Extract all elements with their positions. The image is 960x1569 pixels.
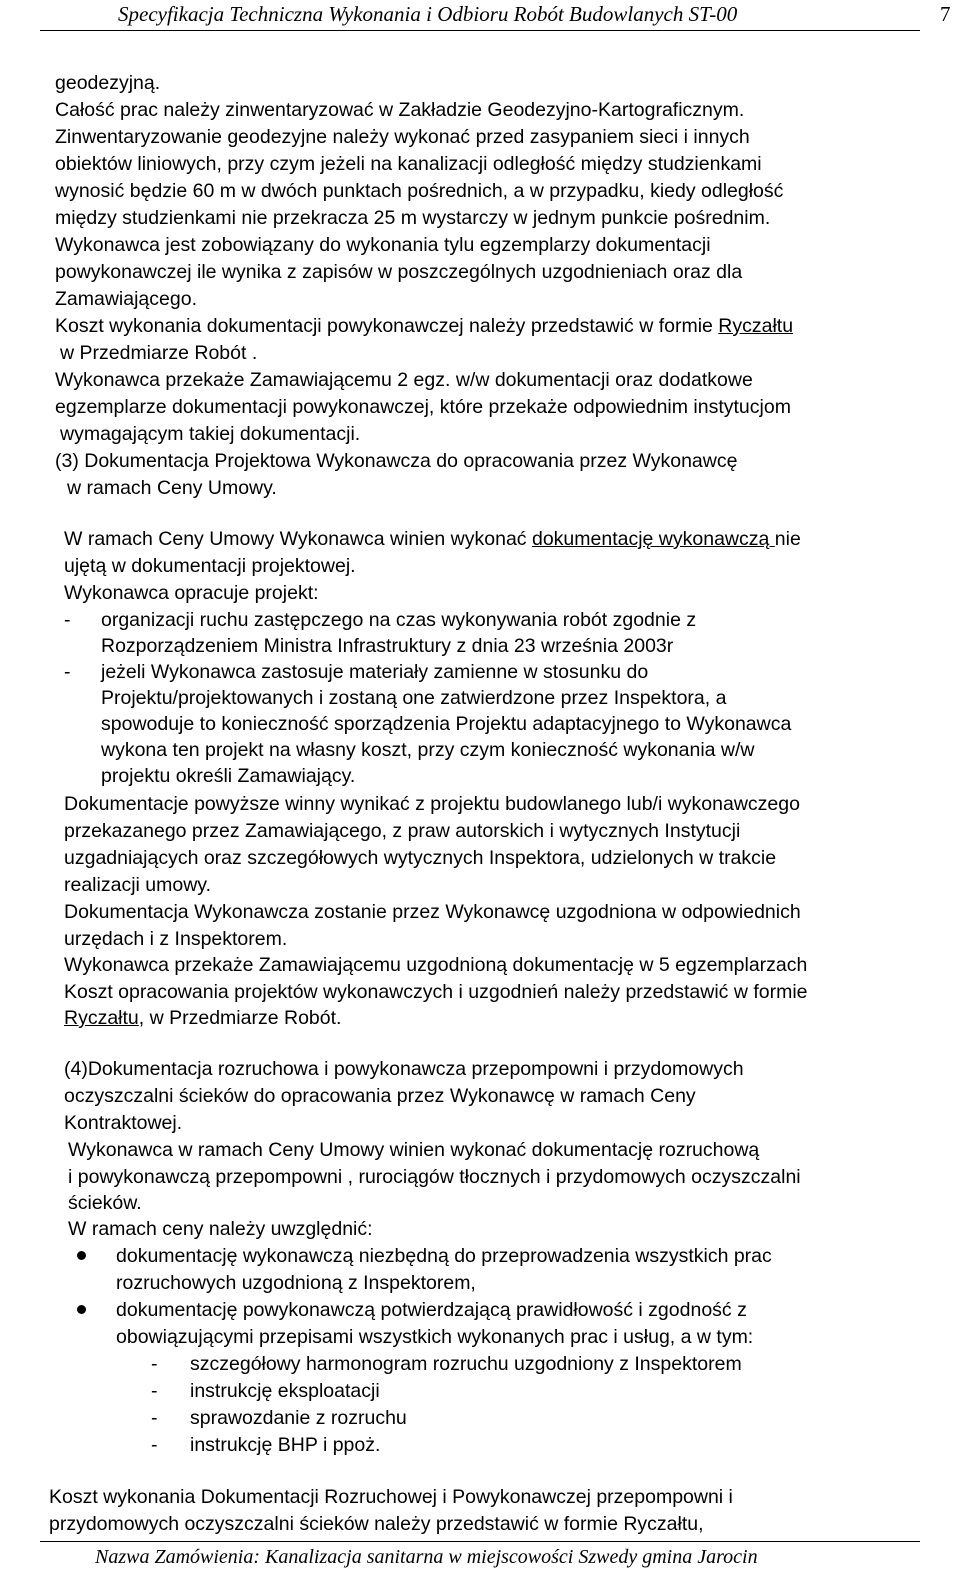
text-line: urzędach i z Inspektorem.	[64, 928, 288, 950]
list-dash: -	[151, 1434, 158, 1456]
text-line: Wykonawca jest zobowiązany do wykonania tylu egzemplarzy dokumentacji	[55, 234, 711, 256]
text-line: Wykonawca przekaże Zamawiającemu uzgodnioną dokumentację w 5 egzemplarzach	[64, 954, 808, 976]
page-number: 7	[940, 2, 951, 26]
text-line: wynosić będzie 60 m w dwóch punktach pośrednich, a w przypadku, kiedy odległość	[55, 180, 784, 202]
sub-list-item: instrukcję BHP i ppoż.	[190, 1434, 381, 1456]
text-line: Zinwentaryzowanie geodezyjne należy wykonać przed zasypaniem sieci i innych	[55, 126, 750, 148]
text-line: Koszt opracowania projektów wykonawczych i uzgodnień należy przedstawić w formie	[64, 981, 808, 1003]
text-line: powykonawczej ile wynika z zapisów w poszczególnych uzgodnieniach oraz dla	[55, 261, 743, 283]
sub-list-item: instrukcję eksploatacji	[190, 1380, 380, 1402]
list-item-line: wykona ten projekt na własny koszt, przy czym konieczność wykonania w/w	[101, 739, 755, 761]
header-rule	[40, 30, 920, 31]
section-heading: (3) Dokumentacja Projektowa Wykonawcza do opracowania przez Wykonawcę	[55, 450, 738, 472]
text-line: przekazanego przez Zamawiającego, z praw autorskich i wytycznych Instytucji	[64, 820, 741, 842]
text-span: Koszt wykonania dokumentacji powykonawczej należy przedstawić w formie	[55, 315, 719, 337]
text-line: realizacji umowy.	[64, 874, 212, 896]
text-line: Kontraktowej.	[64, 1112, 183, 1134]
list-dash: -	[151, 1353, 158, 1375]
text-span: , w Przedmiarze Robót.	[138, 1007, 342, 1029]
text-line: ścieków.	[68, 1192, 142, 1214]
text-line: ujętą w dokumentacji projektowej.	[64, 555, 356, 577]
list-item-line: Projektu/projektowanych i zostaną one zatwierdzone przez Inspektora, a	[101, 687, 727, 709]
text-line: egzemplarze dokumentacji powykonawczej, które przekaże odpowiednim instytucjom	[55, 396, 791, 418]
header-title: Specyfikacja Techniczna Wykonania i Odbioru Robót Budowlanych ST-00	[118, 2, 738, 26]
text-line: Wykonawca opracuje projekt:	[64, 582, 319, 604]
list-item-line: obowiązującymi przepisami wszystkich wykonanych prac i usług, a w tym:	[116, 1326, 754, 1348]
page-footer	[0, 1538, 960, 1569]
text-line: oczyszczalni ścieków do opracowania przez Wykonawcę w ramach Ceny	[64, 1085, 696, 1107]
text-line: wymagającym takiej dokumentacji.	[60, 423, 361, 445]
list-item-line: spowoduje to konieczność sporządzenia Projektu adaptacyjnego to Wykonawca	[101, 713, 792, 735]
list-dash: -	[64, 609, 71, 631]
list-item-line: dokumentację powykonawczą potwierdzającą prawidłowość i zgodność z	[116, 1299, 747, 1321]
text-line	[64, 1005, 341, 1031]
footer-rule	[40, 1541, 920, 1542]
list-item-line: dokumentację wykonawczą niezbędną do przeprowadzenia wszystkich prac	[116, 1245, 772, 1267]
text-line: Całość prac należy zinwentaryzować w Zakładzie Geodezyjno-Kartograficznym.	[55, 99, 745, 121]
text-line: geodezyjną.	[55, 72, 161, 94]
list-dash: -	[151, 1407, 158, 1429]
text-span: W ramach Ceny Umowy Wykonawca winien wykonać	[64, 528, 532, 550]
list-item-line: jeżeli Wykonawca zastosuje materiały zamienne w stosunku do	[101, 661, 649, 683]
sub-list-item: sprawozdanie z rozruchu	[190, 1407, 407, 1429]
text-line: i powykonawczą przepompowni , rurociągów tłocznych i przydomowych oczyszczalni	[68, 1166, 801, 1188]
text-line: Dokumentacje powyższe winny wynikać z projektu budowlanego lub/i wykonawczego	[64, 793, 800, 815]
list-dash: -	[151, 1380, 158, 1402]
text-line: uzgadniających oraz szczegółowych wytycznych Inspektora, udzielonych w trakcie	[64, 847, 777, 869]
underlined-term: dokumentację wykonawczą	[531, 528, 775, 550]
text-span: nie	[774, 528, 801, 550]
text-line: obiektów liniowych, przy czym jeżeli na kanalizacji odległość między studzienkami	[55, 153, 762, 175]
text-line: Wykonawca w ramach Ceny Umowy winien wykonać dokumentację rozruchową	[68, 1139, 760, 1161]
sub-list-item: szczegółowy harmonogram rozruchu uzgodniony z Inspektorem	[190, 1353, 742, 1375]
text-line	[64, 526, 801, 552]
section-heading: (4)Dokumentacja rozruchowa i powykonawcza przepompowni i przydomowych	[64, 1058, 744, 1080]
text-line: Zamawiającego.	[55, 288, 197, 310]
underlined-term: Ryczałtu	[64, 1007, 139, 1029]
bullet-icon	[77, 1251, 86, 1260]
text-line: Koszt wykonania Dokumentacji Rozruchowej i Powykonawczej przepompowni i	[49, 1486, 733, 1508]
text-line: W ramach ceny należy uwzględnić:	[68, 1218, 373, 1240]
underlined-term: Ryczałtu	[718, 315, 794, 337]
text-line: w Przedmiarze Robót .	[60, 342, 258, 364]
list-item-line: Rozporządzeniem Ministra Infrastruktury z dnia 23 września 2003r	[101, 635, 674, 657]
list-item-line: organizacji ruchu zastępczego na czas wykonywania robót zgodnie z	[101, 609, 697, 631]
text-line	[55, 313, 793, 339]
text-line: Dokumentacja Wykonawcza zostanie przez Wykonawcę uzgodniona w odpowiednich	[64, 901, 801, 923]
text-line: między studzienkami nie przekracza 25 m wystarczy w jednym punkcie pośrednim.	[55, 207, 771, 229]
page-header	[0, 0, 960, 36]
footer-text: Nazwa Zamówienia: Kanalizacja sanitarna w miejscowości Szwedy gmina Jarocin	[95, 1546, 758, 1568]
list-dash: -	[64, 661, 71, 683]
text-line: w ramach Ceny Umowy.	[67, 477, 277, 499]
text-line: przydomowych oczyszczalni ścieków należy przedstawić w formie Ryczałtu,	[49, 1513, 704, 1535]
list-item-line: rozruchowych uzgodnioną z Inspektorem,	[116, 1272, 476, 1294]
text-line: Wykonawca przekaże Zamawiającemu 2 egz. w/w dokumentacji oraz dodatkowe	[55, 369, 753, 391]
list-item-line: projektu określi Zamawiający.	[101, 765, 356, 787]
bullet-icon	[77, 1305, 86, 1314]
